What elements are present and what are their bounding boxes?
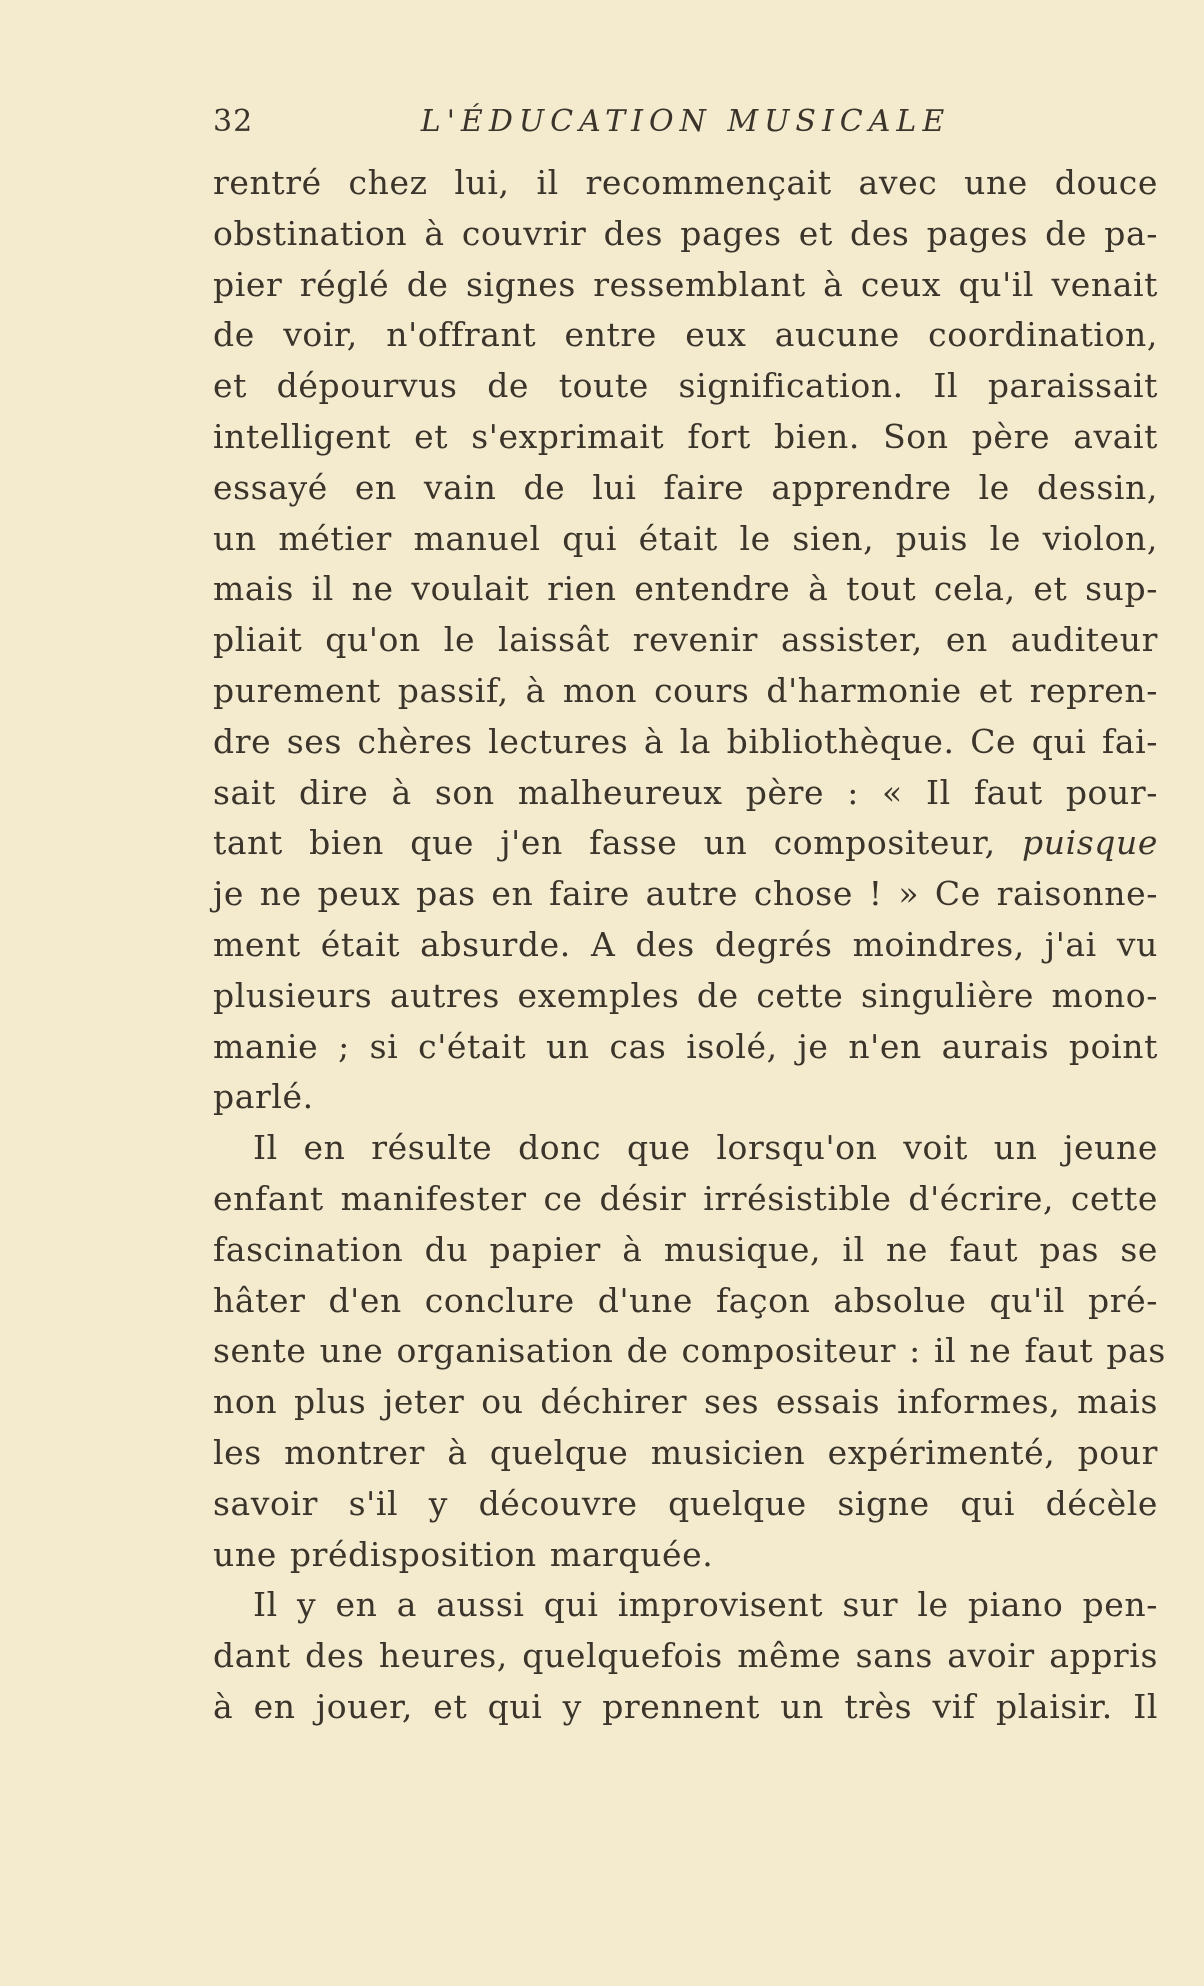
italic-word: puisque	[1022, 823, 1158, 863]
text-line: savoir s'il y découvre quelque signe qui décèle	[213, 1483, 1158, 1523]
text-line: pliait qu'on le laissât revenir assister, en auditeur	[213, 620, 1158, 660]
text-line: pier réglé de signes ressemblant à ceux qu'il venait	[213, 264, 1158, 304]
text-line: un métier manuel qui était le sien, puis le violon,	[213, 518, 1158, 558]
text-line: à en jouer, et qui y prennent un très vif plaisir. Il	[213, 1686, 1158, 1726]
text-line: ment était absurde. A des degrés moindres, j'ai vu	[213, 924, 1158, 964]
text-line: hâter d'en conclure d'une façon absolue qu'il pré-	[213, 1280, 1158, 1320]
text-line: manie ; si c'était un cas isolé, je n'en aurais point	[213, 1026, 1158, 1066]
running-head	[213, 104, 1158, 144]
paragraph-start-line: Il y en a aussi qui improvisent sur le piano pen-	[253, 1585, 1158, 1625]
text-line: mais il ne voulait rien entendre à tout cela, et sup-	[213, 569, 1158, 609]
text-line: purement passif, à mon cours d'harmonie et repren-	[213, 670, 1158, 710]
running-title: L'ÉDUCATION MUSICALE	[420, 104, 951, 139]
text-line-with-italic	[213, 818, 1158, 869]
text-line: fascination du papier à musique, il ne faut pas se	[213, 1229, 1158, 1269]
paragraph-end-line: parlé.	[213, 1077, 314, 1117]
text-segment: tant bien que j'en fasse un compositeur,	[213, 823, 1023, 863]
text-line: les montrer à quelque musicien expérimenté, pour	[213, 1432, 1158, 1472]
text-line: rentré chez lui, il recommençait avec une douce	[213, 163, 1158, 202]
text-line: plusieurs autres exemples de cette singulière mono-	[213, 975, 1158, 1015]
text-line: enfant manifester ce désir irrésistible d'écrire, cette	[213, 1178, 1158, 1218]
text-line: obstination à couvrir des pages et des pages de pa-	[213, 213, 1158, 253]
text-line: sente une organisation de compositeur : il ne faut pas	[213, 1331, 1166, 1371]
text-line: non plus jeter ou déchirer ses essais informes, mais	[213, 1382, 1158, 1422]
text-line: de voir, n'offrant entre eux aucune coordination,	[213, 315, 1158, 355]
text-line: sait dire à son malheureux père : « Il faut pour-	[213, 772, 1158, 812]
page-number: 32	[213, 104, 254, 139]
text-line: intelligent et s'exprimait fort bien. Son père avait	[213, 416, 1158, 456]
paragraph-end-line: une prédisposition marquée.	[213, 1534, 714, 1574]
text-line: je ne peux pas en faire autre chose ! » Ce raisonne-	[213, 874, 1158, 914]
text-line: dre ses chères lectures à la bibliothèque. Ce qui fai-	[213, 721, 1158, 761]
text-line: dant des heures, quelquefois même sans avoir appris	[213, 1636, 1158, 1676]
body-text	[213, 158, 1166, 1733]
paragraph-start-line: Il en résulte donc que lorsqu'on voit un jeune	[253, 1128, 1158, 1168]
text-line: essayé en vain de lui faire apprendre le dessin,	[213, 467, 1158, 507]
text-line: et dépourvus de toute signification. Il paraissait	[213, 366, 1158, 406]
